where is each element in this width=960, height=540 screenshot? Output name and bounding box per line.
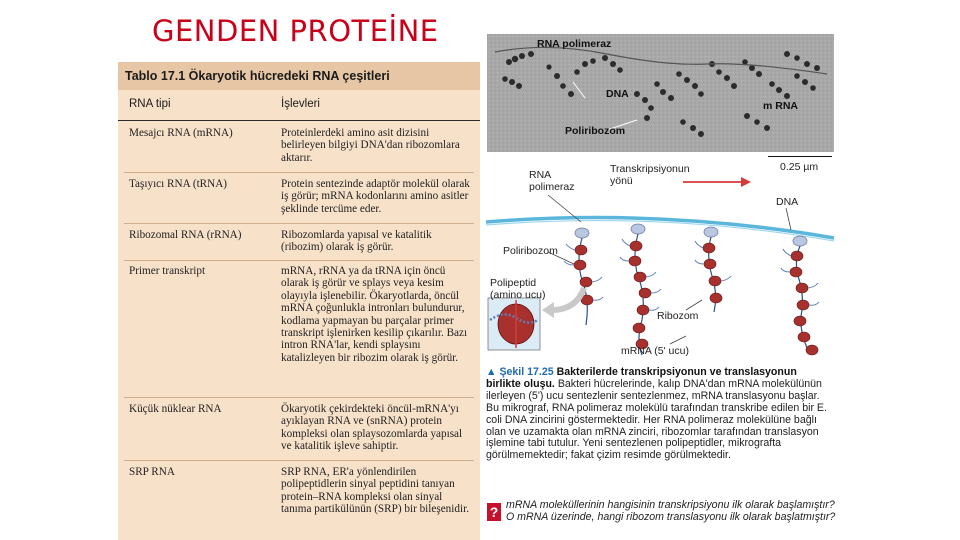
rna-types-table (118, 62, 480, 540)
scale-label: 0.25 µm (780, 161, 819, 173)
direction-arrow-head (741, 177, 751, 187)
dna-strand (486, 218, 834, 238)
label-poliribozom: Poliribozom (503, 245, 558, 257)
figure-caption (486, 367, 834, 462)
label-poliribozom-micrograph: Poliribozom (565, 125, 626, 137)
row-divider (124, 223, 474, 224)
table-header (118, 90, 480, 121)
label-transcription-direction: Transkripsiyonun yönü (610, 163, 690, 187)
row-divider (124, 172, 474, 173)
label-rna-polimeraz-micrograph: RNA polimeraz (537, 38, 612, 50)
label-rna-polimeraz: RNA polimeraz (529, 169, 575, 193)
row-divider (124, 397, 474, 398)
row-divider (124, 260, 474, 261)
micrograph-image (487, 34, 834, 152)
caption-title: Bakterilerde transkripsiyonun ve translasyonun birlikte oluşu. (486, 366, 797, 390)
row-type: Ribozomal RNA (rRNA) (129, 229, 242, 241)
leader-dna (786, 208, 791, 230)
row-function: Ökaryotik çekirdekteki öncül-mRNA'yı ayıklayan RNA ve (snRNA) protein kompleksi olan splaysozomlarda yapısal ve katalitik işleve sahiptir. (281, 403, 463, 453)
label-mrna-micrograph: m RNA (763, 100, 799, 112)
row-type: SRP RNA (129, 466, 175, 478)
leader-mrna (670, 336, 686, 344)
row-function: Proteinlerdeki amino asit dizisini belirleyen bilgiyi DNA'dan ribozomlara aktarır. (281, 127, 460, 164)
caption-text: Bakteri hücrelerinde, kalıp DNA'dan mRNA molekülünün ilerleyen (5') ucu sentezlenir sentezlenmez, mRNA translasyonu başlar. Bu mikrograf, RNA polimeraz molekülü tarafından transkribe edilen bir E. coli DNA zincirini göstermektedir. Her RNA polimeraz molekülüne bağlı olan ve uzamakta olan mRNA zinciri, ribozomlar tarafından translasyon işlemine tabi tutulur. Yeni sentezlenen polipeptidler, mikrografta görülmemektedir; fakat çizim resimde görülmektedir. (486, 377, 827, 462)
row-type: Taşıyıcı RNA (tRNA) (129, 178, 228, 190)
header-functions: İşlevleri (281, 98, 320, 110)
label-ribozom: Ribozom (657, 310, 699, 322)
inset-arrow-head (542, 302, 554, 318)
question-icon: ? (487, 503, 501, 521)
header-rna-type: RNA tipi (129, 98, 171, 110)
slide-title: GENDEN PROTEİNE (152, 14, 439, 48)
mrna-chains (579, 234, 808, 355)
row-type: Küçük nüklear RNA (129, 403, 222, 415)
leader-ribozom (686, 300, 702, 310)
row-type: Mesajcı RNA (mRNA) (129, 127, 233, 139)
row-function: SRP RNA, ER'a yönlendirilen polipeptidlerin sinyal peptidini tanıyan protein–RNA kompleksi olan sinyal tanıma partikülünün (SRP) bir bileşenidir. (281, 466, 469, 516)
caption-marker: ▲ (486, 366, 497, 378)
label-mrna-5-end: mRNA (5' ucu) (621, 345, 689, 357)
row-function: Ribozomlarda yapısal ve katalitik (ribozim) olarak iş görür. (281, 229, 432, 254)
label-dna: DNA (776, 196, 799, 208)
label-dna-micrograph: DNA (606, 88, 629, 100)
table-title: Tablo 17.1 Ökaryotik hücredeki RNA çeşitleri (118, 62, 480, 90)
label-polipeptid: Polipeptid (amino ucu) (490, 277, 546, 301)
polypeptide-chains (564, 239, 819, 310)
electron-micrograph (487, 34, 834, 152)
row-function: mRNA, rRNA ya da tRNA için öncü olarak iş görür ve splays veya kesim olayıyla işlenebilir. Ökaryotlarda, öncül mRNA çoğunlukla intronları bulundurur, kodlama yapmayan bu parçalar primer transkript işlenirken kesilip çıkarılır. Bazı intron RNA'lar, kendi splaysını katalizleyen bir ribozim olarak iş görür. (281, 265, 468, 364)
row-function: Protein sentezinde adaptör molekül olarak iş görür; mRNA kodonlarını amino asitler şeklinde tercüme eder. (281, 178, 470, 215)
figure-number: Şekil 17.25 (499, 366, 554, 378)
question-text: mRNA moleküllerinin hangisinin transkripsiyonu ilk olarak başlamıştır? O mRNA üzerinde, hangi ribozom translasyonu ilk olarak başlatmıştır? (506, 499, 836, 523)
scale-bar (768, 156, 832, 157)
row-divider (124, 460, 474, 461)
ribosome-group (574, 241, 818, 355)
row-type: Primer transkript (129, 265, 206, 277)
